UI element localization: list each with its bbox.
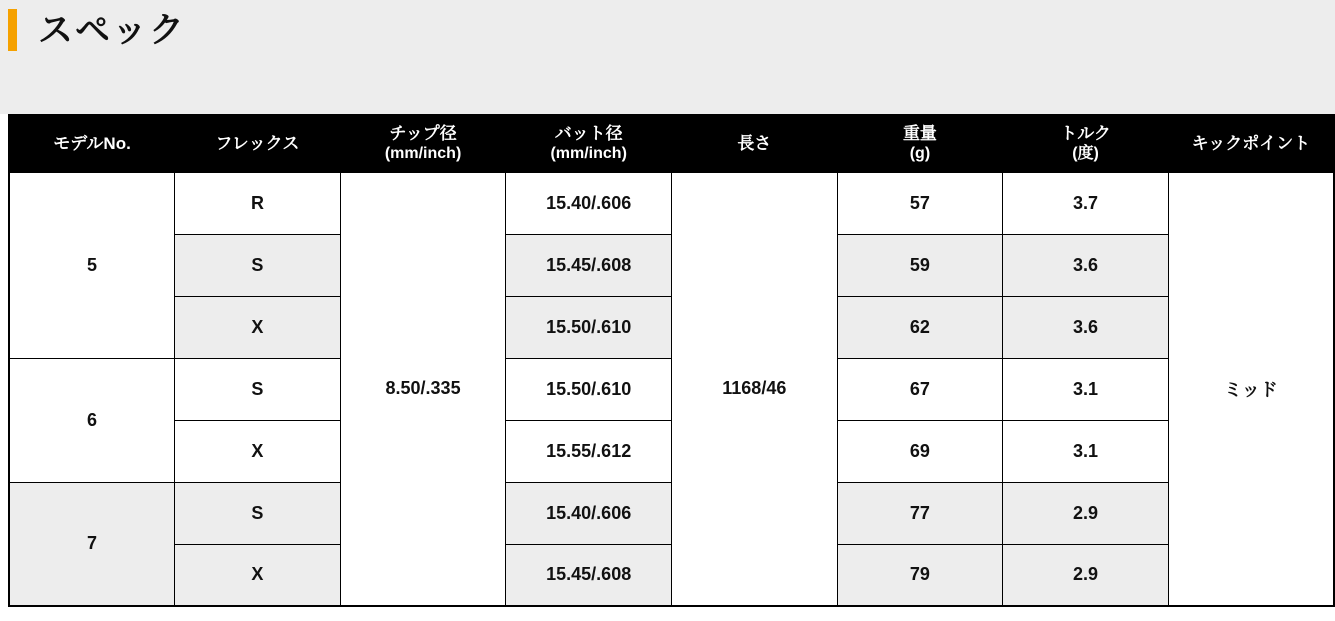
column-header-label: 重量 [902,124,937,144]
cell-weight: 59 [837,234,1003,296]
cell-torque: 3.6 [1003,234,1169,296]
column-header-length [672,115,838,172]
cell-torque: 3.1 [1003,420,1169,482]
cell-flex: S [175,234,341,296]
spec-table [8,114,1335,607]
cell-butt-diameter: 15.40/.606 [506,482,672,544]
column-header-tip-diameter [340,115,506,172]
cell-butt-diameter: 15.50/.610 [506,296,672,358]
cell-butt-diameter: 15.50/.610 [506,358,672,420]
cell-length: 1168/46 [672,172,838,606]
cell-butt-diameter: 15.45/.608 [506,544,672,606]
column-header-label: チップ径 [389,124,457,144]
header-row [9,115,1334,172]
cell-torque: 3.1 [1003,358,1169,420]
cell-weight: 77 [837,482,1003,544]
spec-row [9,172,1334,234]
section-header-banner [0,0,1335,114]
cell-model: 6 [9,358,175,482]
cell-flex: X [175,544,341,606]
title-accent-bar [8,9,17,51]
cell-model: 7 [9,482,175,606]
column-header-unit: (g) [909,145,931,163]
cell-weight: 69 [837,420,1003,482]
column-header-label: フレックス [215,134,300,154]
cell-torque: 3.6 [1003,296,1169,358]
cell-butt-diameter: 15.40/.606 [506,172,672,234]
cell-flex: R [175,172,341,234]
column-header-torque [1003,115,1169,172]
cell-flex: S [175,482,341,544]
cell-flex: S [175,358,341,420]
column-header-flex [175,115,341,172]
cell-butt-diameter: 15.55/.612 [506,420,672,482]
column-header-model [9,115,175,172]
cell-weight: 62 [837,296,1003,358]
column-header-label: キックポイント [1191,134,1311,154]
section-title-row [0,0,1335,52]
cell-torque: 3.7 [1003,172,1169,234]
column-header-label: 長さ [737,134,772,154]
cell-weight: 79 [837,544,1003,606]
column-header-butt-diameter [506,115,672,172]
cell-tip-diameter: 8.50/.335 [340,172,506,606]
column-header-weight [837,115,1003,172]
page-title: スペック [38,10,187,50]
cell-torque: 2.9 [1003,482,1169,544]
cell-flex: X [175,420,341,482]
cell-kick-point: ミッド [1168,172,1334,606]
cell-model: 5 [9,172,175,358]
column-header-kick-point [1168,115,1334,172]
column-header-label: モデルNo. [53,134,131,154]
column-header-unit: (mm/inch) [384,145,462,163]
spec-table-body [9,172,1334,606]
cell-weight: 57 [837,172,1003,234]
cell-butt-diameter: 15.45/.608 [506,234,672,296]
spec-table-header [9,115,1334,172]
column-header-label: トルク [1060,124,1111,144]
cell-weight: 67 [837,358,1003,420]
cell-flex: X [175,296,341,358]
column-header-unit: (mm/inch) [550,145,627,163]
column-header-unit: (度) [1072,145,1099,163]
cell-torque: 2.9 [1003,544,1169,606]
column-header-label: バット径 [554,124,623,144]
